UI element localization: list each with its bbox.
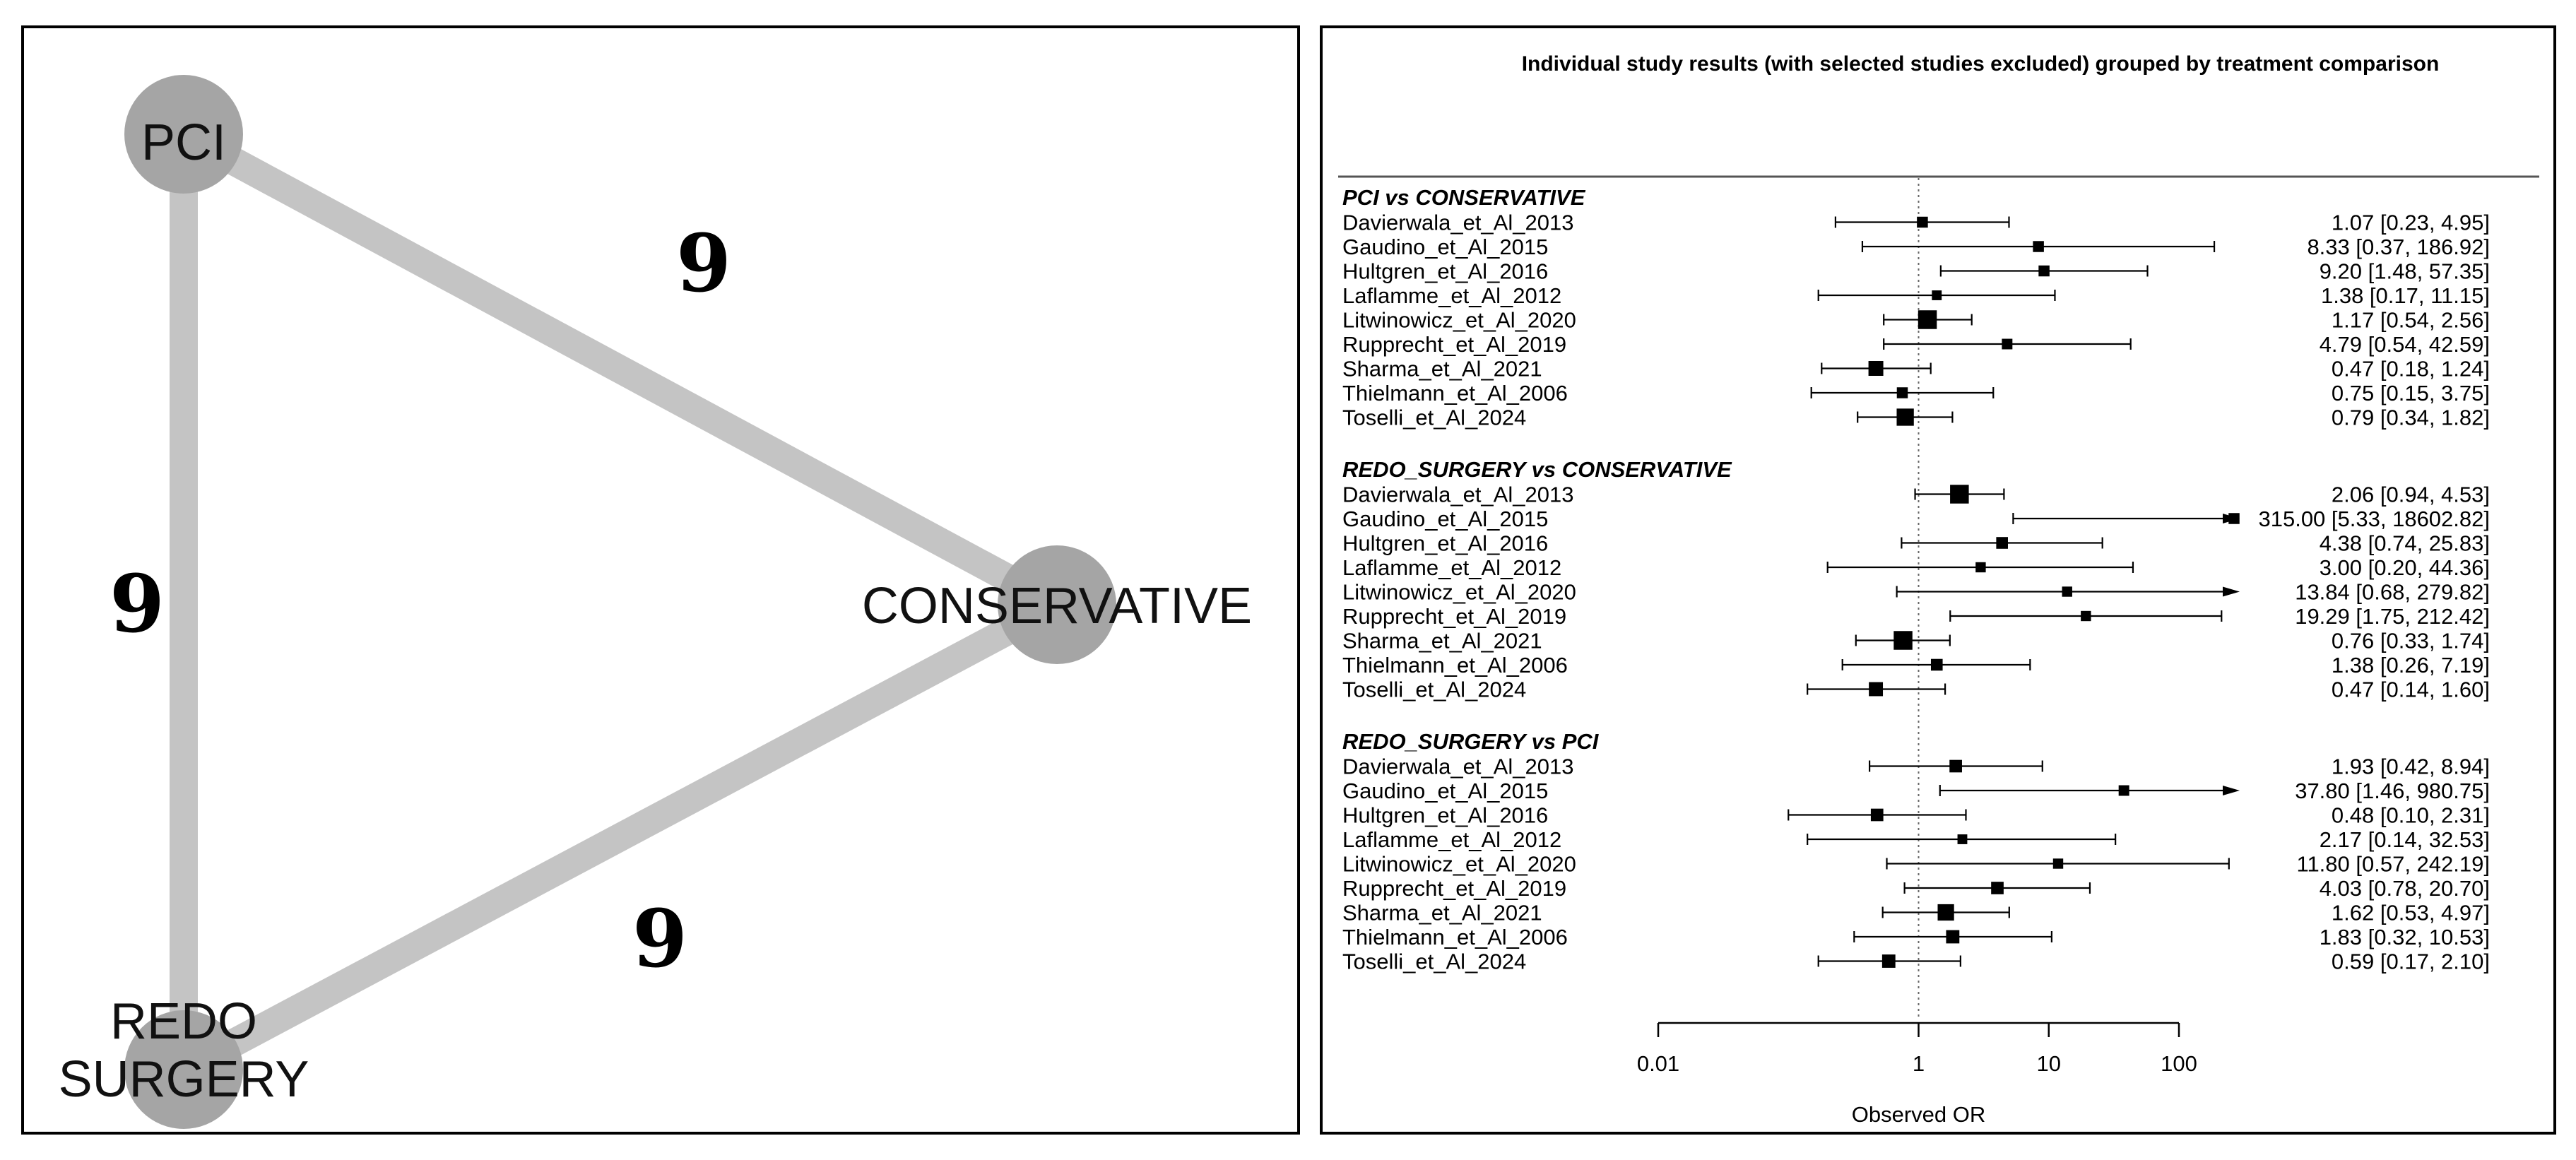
study-label: Thielmann_et_Al_2006 (1342, 653, 1568, 677)
forest-plot (1323, 28, 2553, 1132)
x-tick-label: 10 (2036, 1051, 2061, 1076)
point-estimate (1996, 537, 2008, 549)
point-estimate (1869, 361, 1884, 376)
group-heading: REDO_SURGERY vs PCI (1342, 729, 1599, 754)
chart-title: Individual study results (with selected studies excluded) grouped by treatment comparison (1521, 52, 2440, 76)
estimate-text: 4.38 [0.74, 25.83] (2319, 531, 2490, 556)
estimate-text: 1.17 [0.54, 2.56] (2331, 307, 2490, 333)
estimate-text: 315.00 [5.33, 18602.82] (2258, 507, 2490, 531)
study-label: Gaudino_et_Al_2015 (1342, 779, 1549, 803)
estimate-text: 9.20 [1.48, 57.35] (2319, 259, 2490, 284)
study-label: Sharma_et_Al_2021 (1342, 356, 1542, 381)
study-label: Gaudino_et_Al_2015 (1342, 507, 1549, 531)
estimate-text: 0.47 [0.18, 1.24] (2331, 356, 2490, 381)
study-label: Rupprecht_et_Al_2019 (1342, 332, 1567, 357)
network-edge-label: 9 (676, 218, 731, 310)
estimate-text: 8.33 [0.37, 186.92] (2307, 235, 2490, 259)
point-estimate (2081, 611, 2091, 621)
estimate-text: 4.03 [0.78, 20.70] (2319, 876, 2490, 901)
study-label: Litwinowicz_et_Al_2020 (1342, 307, 1576, 333)
estimate-text: 4.79 [0.54, 42.59] (2319, 332, 2490, 357)
study-label: Hultgren_et_Al_2016 (1342, 531, 1549, 556)
point-estimate (2002, 339, 2012, 350)
study-label: Thielmann_et_Al_2006 (1342, 925, 1568, 949)
network-edge (184, 134, 1057, 605)
study-label: Toselli_et_Al_2024 (1342, 949, 1527, 974)
network-plot-panel (21, 25, 1300, 1135)
point-estimate (1946, 930, 1959, 944)
study-label: Litwinowicz_et_Al_2020 (1342, 579, 1576, 605)
estimate-text: 1.83 [0.32, 10.53] (2319, 925, 2490, 949)
point-estimate (1949, 760, 1962, 773)
point-estimate (1991, 882, 2004, 894)
point-estimate (2228, 513, 2240, 524)
estimate-text: 0.59 [0.17, 2.10] (2331, 949, 2490, 974)
network-node-label: REDO (110, 993, 258, 1050)
study-label: Thielmann_et_Al_2006 (1342, 381, 1568, 406)
study-label: Toselli_et_Al_2024 (1342, 677, 1527, 702)
estimate-text: 13.84 [0.68, 279.82] (2295, 579, 2490, 605)
study-label: Laflamme_et_Al_2012 (1342, 283, 1562, 308)
estimate-text: 1.38 [0.17, 11.15] (2320, 283, 2490, 308)
point-estimate (2053, 858, 2063, 868)
network-graph (24, 28, 1297, 1132)
estimate-text: 11.80 [0.57, 242.19] (2296, 851, 2490, 877)
estimate-text: 1.62 [0.53, 4.97] (2331, 900, 2490, 925)
point-estimate (1882, 954, 1896, 968)
x-tick-label: 100 (2161, 1051, 2197, 1076)
point-estimate (1958, 834, 1968, 844)
study-label: Sharma_et_Al_2021 (1342, 900, 1542, 925)
network-node-label: CONSERVATIVE (861, 578, 1253, 634)
study-label: Davierwala_et_Al_2013 (1342, 754, 1574, 779)
estimate-text: 0.48 [0.10, 2.31] (2331, 803, 2490, 828)
group-heading: PCI vs CONSERVATIVE (1342, 185, 1585, 210)
network-node-label: PCI (141, 114, 227, 171)
network-edge-label: 9 (632, 893, 687, 986)
point-estimate (2033, 241, 2044, 252)
point-estimate (1893, 631, 1913, 650)
study-label: Laflamme_et_Al_2012 (1342, 827, 1562, 852)
x-tick-label: 0.01 (1636, 1051, 1680, 1076)
estimate-text: 1.93 [0.42, 8.94] (2331, 754, 2490, 779)
study-label: Davierwala_et_Al_2013 (1342, 482, 1574, 507)
point-estimate (1931, 659, 1943, 671)
network-edge-label: 9 (110, 558, 165, 651)
point-estimate (1950, 485, 1969, 504)
estimate-text: 2.17 [0.14, 32.53] (2319, 827, 2490, 852)
study-label: Rupprecht_et_Al_2019 (1342, 876, 1567, 901)
point-estimate (2119, 786, 2129, 796)
estimate-text: 0.75 [0.15, 3.75] (2331, 381, 2490, 406)
study-label: Laflamme_et_Al_2012 (1342, 555, 1562, 580)
estimate-text: 0.47 [0.14, 1.60] (2331, 677, 2490, 702)
network-edge (184, 605, 1057, 1070)
point-estimate (1938, 904, 1954, 921)
estimate-text: 1.07 [0.23, 4.95] (2331, 210, 2490, 235)
point-estimate (1897, 387, 1908, 398)
estimate-text: 3.00 [0.20, 44.36] (2319, 555, 2490, 580)
point-estimate (1918, 310, 1937, 329)
estimate-text: 2.06 [0.94, 4.53] (2331, 482, 2490, 507)
point-estimate (1975, 562, 1985, 572)
study-label: Hultgren_et_Al_2016 (1342, 803, 1549, 828)
study-label: Hultgren_et_Al_2016 (1342, 259, 1549, 284)
x-axis-label: Observed OR (1851, 1102, 1986, 1127)
estimate-text: 0.76 [0.33, 1.74] (2331, 628, 2490, 653)
point-estimate (2038, 266, 2050, 277)
point-estimate (1917, 217, 1928, 228)
x-tick-label: 1 (1912, 1051, 1925, 1076)
study-label: Davierwala_et_Al_2013 (1342, 210, 1574, 235)
study-label: Toselli_et_Al_2024 (1342, 405, 1527, 430)
network-node-label: SURGERY (58, 1051, 309, 1108)
estimate-text: 37.80 [1.46, 980.75] (2295, 779, 2490, 803)
study-label: Sharma_et_Al_2021 (1342, 628, 1542, 653)
point-estimate (1932, 290, 1942, 300)
ci-arrow (2223, 786, 2240, 795)
estimate-text: 0.79 [0.34, 1.82] (2331, 405, 2490, 430)
study-label: Rupprecht_et_Al_2019 (1342, 604, 1567, 629)
point-estimate (1869, 682, 1883, 697)
forest-plot-panel (1320, 25, 2556, 1135)
point-estimate (2062, 586, 2072, 596)
point-estimate (1896, 408, 1913, 425)
estimate-text: 19.29 [1.75, 212.42] (2295, 604, 2490, 629)
study-label: Gaudino_et_Al_2015 (1342, 235, 1549, 259)
study-label: Litwinowicz_et_Al_2020 (1342, 851, 1576, 877)
group-heading: REDO_SURGERY vs CONSERVATIVE (1342, 457, 1732, 482)
ci-arrow (2223, 587, 2240, 597)
estimate-text: 1.38 [0.26, 7.19] (2331, 653, 2490, 677)
point-estimate (1871, 809, 1884, 822)
